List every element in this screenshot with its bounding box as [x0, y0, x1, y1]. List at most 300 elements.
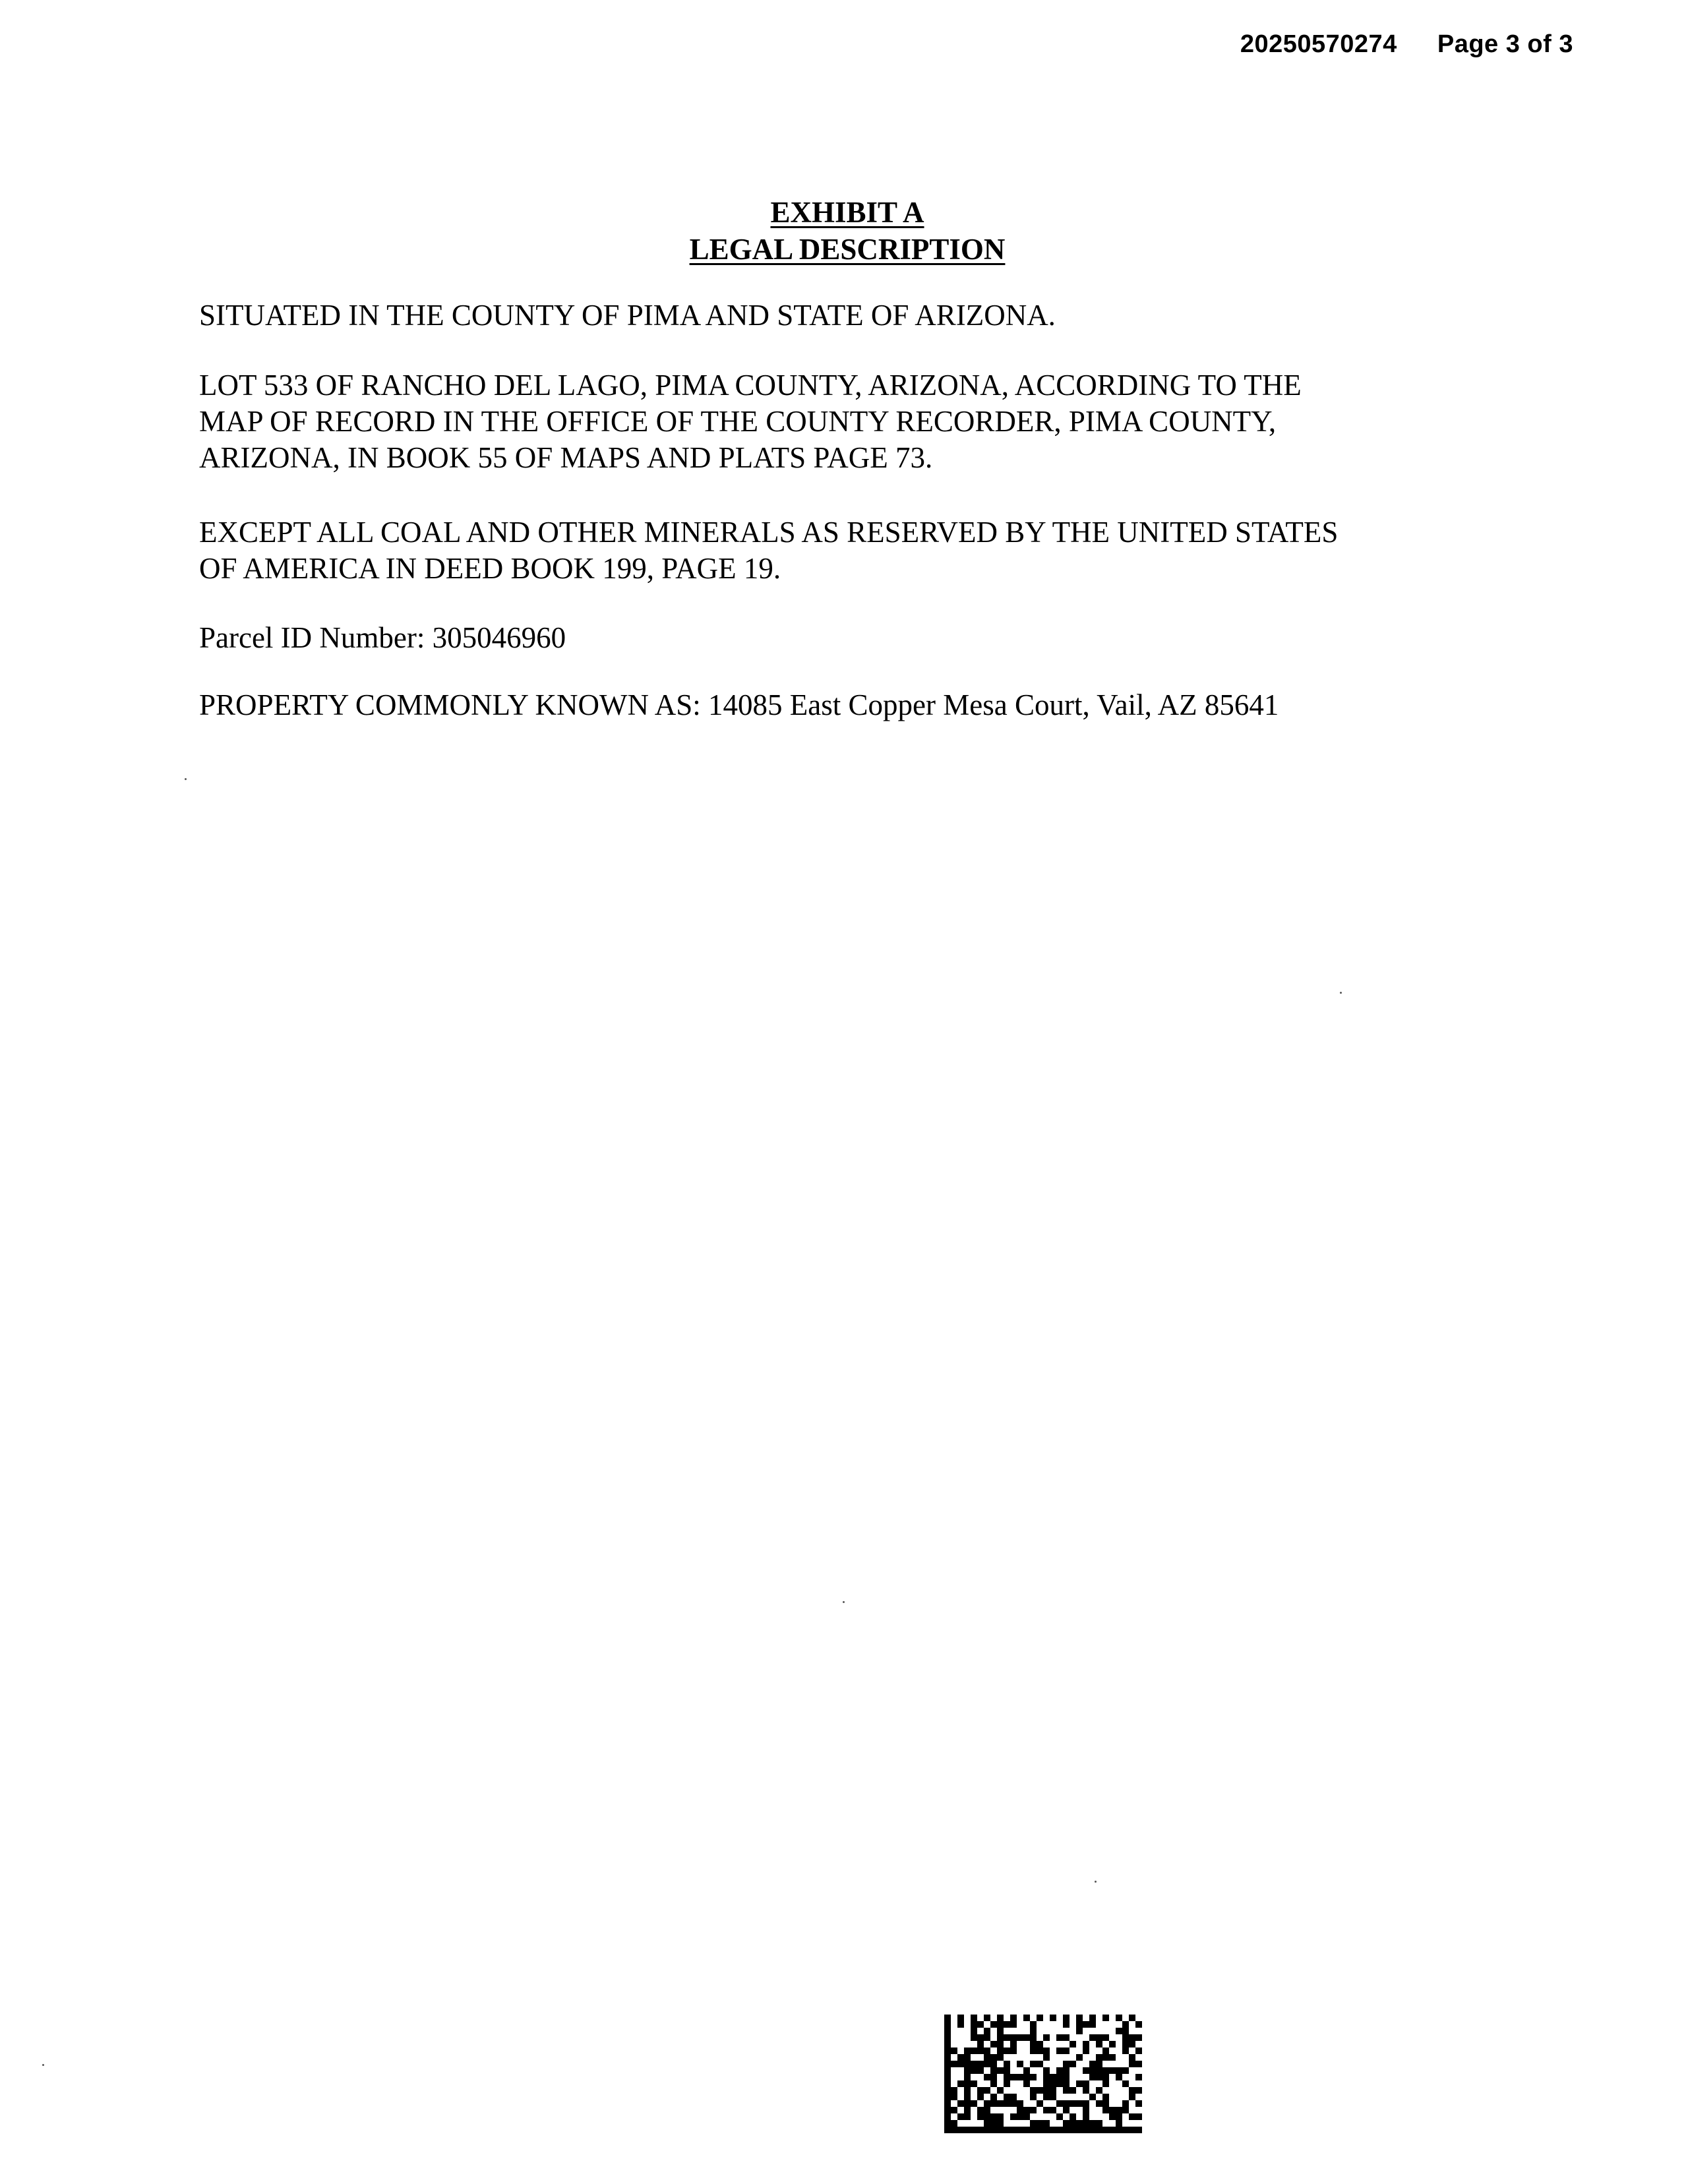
barcode-module [1109, 2015, 1116, 2021]
barcode-module [1017, 2015, 1023, 2021]
barcode-module [964, 2094, 971, 2100]
barcode-module [1102, 2127, 1109, 2133]
barcode-module [971, 2113, 977, 2120]
barcode-module [1109, 2094, 1116, 2100]
barcode-module [1043, 2107, 1050, 2113]
recording-number: 20250570274 [1240, 30, 1397, 58]
legal-description-heading: LEGAL DESCRIPTION [689, 233, 1006, 266]
barcode-module [990, 2028, 997, 2034]
barcode-module [1010, 2080, 1017, 2087]
barcode-module [971, 2100, 977, 2107]
barcode-module [1116, 2080, 1122, 2087]
barcode-module [957, 2028, 964, 2034]
barcode-module [1023, 2021, 1030, 2028]
barcode-module [1096, 2080, 1102, 2087]
barcode-module [1102, 2080, 1109, 2087]
barcode-module [990, 2061, 997, 2067]
barcode-module [1083, 2061, 1089, 2067]
barcode-module [1056, 2127, 1063, 2133]
barcode-module [951, 2080, 957, 2087]
barcode-module [1043, 2028, 1050, 2034]
barcode-module [997, 2015, 1004, 2021]
barcode-module [964, 2015, 971, 2021]
barcode-module [1004, 2054, 1010, 2061]
barcode-module [1102, 2087, 1109, 2094]
barcode-module [1063, 2120, 1070, 2127]
barcode-module [1043, 2015, 1050, 2021]
barcode-module [951, 2074, 957, 2080]
barcode-module [1010, 2034, 1017, 2041]
barcode-module [1116, 2061, 1122, 2067]
barcode-module [1116, 2120, 1122, 2127]
barcode-module [977, 2080, 984, 2087]
barcode-module [1010, 2094, 1017, 2100]
barcode-module [1096, 2048, 1102, 2054]
barcode-module [1010, 2127, 1017, 2133]
barcode-module [1017, 2107, 1023, 2113]
barcode-module [977, 2067, 984, 2074]
barcode-module [1116, 2041, 1122, 2048]
barcode-module [1096, 2074, 1102, 2080]
barcode-module [1116, 2067, 1122, 2074]
barcode-module [1083, 2094, 1089, 2100]
barcode-module [1102, 2054, 1109, 2061]
barcode-module [984, 2100, 990, 2107]
barcode-module [984, 2048, 990, 2054]
barcode-module [1010, 2028, 1017, 2034]
barcode-module [1050, 2015, 1056, 2021]
barcode-module [1096, 2087, 1102, 2094]
barcode-module [971, 2087, 977, 2094]
data-matrix-barcode [944, 2015, 1142, 2133]
barcode-module [990, 2087, 997, 2094]
barcode-module [1135, 2054, 1142, 2061]
barcode-module [1109, 2034, 1116, 2041]
barcode-module [1089, 2113, 1096, 2120]
barcode-module [964, 2041, 971, 2048]
barcode-module [1070, 2087, 1076, 2094]
barcode-module [1023, 2054, 1030, 2061]
barcode-module [1063, 2061, 1070, 2067]
barcode-module [1116, 2074, 1122, 2080]
barcode-module [1116, 2028, 1122, 2034]
barcode-module [1096, 2067, 1102, 2074]
barcode-module [1122, 2034, 1129, 2041]
barcode-module [1030, 2107, 1037, 2113]
barcode-module [971, 2107, 977, 2113]
barcode-module [1004, 2100, 1010, 2107]
barcode-module [1135, 2107, 1142, 2113]
barcode-module [1017, 2067, 1023, 2074]
barcode-module [1023, 2048, 1030, 2054]
barcode-module [1135, 2087, 1142, 2094]
barcode-module [1070, 2080, 1076, 2087]
barcode-module [951, 2034, 957, 2041]
barcode-module [1023, 2074, 1030, 2080]
barcode-module [1063, 2087, 1070, 2094]
barcode-module [1135, 2028, 1142, 2034]
barcode-module [944, 2054, 951, 2061]
barcode-module [1083, 2028, 1089, 2034]
barcode-module [997, 2054, 1004, 2061]
barcode-module [1129, 2021, 1135, 2028]
barcode-module [1129, 2041, 1135, 2048]
barcode-module [1089, 2067, 1096, 2074]
barcode-module [984, 2107, 990, 2113]
barcode-module [1076, 2015, 1083, 2021]
barcode-module [957, 2041, 964, 2048]
barcode-module [1037, 2074, 1043, 2080]
barcode-module [1076, 2074, 1083, 2080]
barcode-module [1083, 2015, 1089, 2021]
barcode-module [1063, 2067, 1070, 2074]
barcode-module [1089, 2028, 1096, 2034]
barcode-module [1030, 2048, 1037, 2054]
barcode-module [997, 2120, 1004, 2127]
barcode-module [1089, 2041, 1096, 2048]
barcode-module [1083, 2100, 1089, 2107]
barcode-module [977, 2028, 984, 2034]
barcode-module [1023, 2034, 1030, 2041]
barcode-module [1122, 2048, 1129, 2054]
barcode-module [1122, 2087, 1129, 2094]
barcode-module [990, 2021, 997, 2028]
barcode-module [984, 2034, 990, 2041]
barcode-module [1010, 2107, 1017, 2113]
barcode-module [1056, 2021, 1063, 2028]
barcode-module [1135, 2067, 1142, 2074]
barcode-module [1135, 2034, 1142, 2041]
barcode-module [951, 2094, 957, 2100]
barcode-module [1056, 2113, 1063, 2120]
barcode-module [957, 2100, 964, 2107]
barcode-module [944, 2087, 951, 2094]
barcode-module [1102, 2094, 1109, 2100]
barcode-module [1089, 2120, 1096, 2127]
barcode-module [1017, 2074, 1023, 2080]
barcode-module [1037, 2028, 1043, 2034]
barcode-module [1129, 2094, 1135, 2100]
barcode-module [997, 2041, 1004, 2048]
barcode-module [964, 2034, 971, 2041]
barcode-module [1030, 2061, 1037, 2067]
barcode-module [971, 2074, 977, 2080]
barcode-module [1129, 2080, 1135, 2087]
barcode-module [944, 2015, 951, 2021]
barcode-module [1089, 2107, 1096, 2113]
barcode-module [1096, 2107, 1102, 2113]
barcode-module [964, 2074, 971, 2080]
barcode-module [977, 2061, 984, 2067]
barcode-module [1063, 2034, 1070, 2041]
barcode-module [997, 2127, 1004, 2133]
barcode-module [1010, 2120, 1017, 2127]
barcode-module [1122, 2028, 1129, 2034]
barcode-module [1030, 2067, 1037, 2074]
barcode-module [1017, 2048, 1023, 2054]
barcode-module [1102, 2100, 1109, 2107]
barcode-module [1037, 2034, 1043, 2041]
barcode-module [1122, 2100, 1129, 2107]
barcode-module [984, 2113, 990, 2120]
barcode-module [1096, 2100, 1102, 2107]
barcode-module [1017, 2021, 1023, 2028]
barcode-module [1129, 2087, 1135, 2094]
barcode-module [1010, 2054, 1017, 2061]
barcode-module [1063, 2113, 1070, 2120]
barcode-module [1050, 2048, 1056, 2054]
barcode-module [957, 2080, 964, 2087]
barcode-module [997, 2061, 1004, 2067]
barcode-module [990, 2054, 997, 2061]
barcode-module [1129, 2028, 1135, 2034]
barcode-module [1102, 2028, 1109, 2034]
barcode-module [1109, 2080, 1116, 2087]
barcode-module [1116, 2094, 1122, 2100]
barcode-module [1004, 2048, 1010, 2054]
barcode-module [997, 2113, 1004, 2120]
barcode-module [1070, 2120, 1076, 2127]
barcode-module [1050, 2034, 1056, 2041]
barcode-module [1070, 2054, 1076, 2061]
barcode-module [1089, 2127, 1096, 2133]
barcode-module [984, 2021, 990, 2028]
barcode-module [1096, 2021, 1102, 2028]
barcode-module [984, 2120, 990, 2127]
barcode-module [1056, 2120, 1063, 2127]
barcode-module [1010, 2015, 1017, 2021]
barcode-module [944, 2028, 951, 2034]
barcode-module [971, 2028, 977, 2034]
barcode-module [1050, 2113, 1056, 2120]
barcode-module [977, 2100, 984, 2107]
barcode-module [1063, 2015, 1070, 2021]
barcode-module [1122, 2061, 1129, 2067]
barcode-module [1129, 2015, 1135, 2021]
barcode-module [944, 2061, 951, 2067]
barcode-module [1076, 2107, 1083, 2113]
barcode-module [944, 2113, 951, 2120]
barcode-module [957, 2061, 964, 2067]
barcode-module [1017, 2061, 1023, 2067]
barcode-module [944, 2074, 951, 2080]
barcode-module [977, 2015, 984, 2021]
barcode-module [1122, 2074, 1129, 2080]
barcode-module [1023, 2080, 1030, 2087]
barcode-module [1109, 2067, 1116, 2074]
barcode-module [1109, 2100, 1116, 2107]
barcode-module [1096, 2015, 1102, 2021]
barcode-module [1129, 2120, 1135, 2127]
barcode-module [1129, 2061, 1135, 2067]
barcode-module [1004, 2113, 1010, 2120]
barcode-module [1109, 2041, 1116, 2048]
barcode-module [1116, 2127, 1122, 2133]
barcode-module [971, 2061, 977, 2067]
barcode-module [1135, 2021, 1142, 2028]
barcode-module [1135, 2120, 1142, 2127]
barcode-module [1083, 2127, 1089, 2133]
barcode-module [977, 2107, 984, 2113]
barcode-module [1043, 2113, 1050, 2120]
barcode-module [1135, 2048, 1142, 2054]
barcode-module [1056, 2028, 1063, 2034]
barcode-module [1004, 2087, 1010, 2094]
barcode-module [1070, 2028, 1076, 2034]
barcode-module [1076, 2067, 1083, 2074]
barcode-module [1116, 2087, 1122, 2094]
barcode-module [1116, 2034, 1122, 2041]
barcode-module [1102, 2021, 1109, 2028]
barcode-module [1004, 2028, 1010, 2034]
barcode-module [1030, 2080, 1037, 2087]
barcode-module [997, 2067, 1004, 2074]
barcode-module [1070, 2034, 1076, 2041]
barcode-module [1083, 2107, 1089, 2113]
barcode-module [1089, 2087, 1096, 2094]
barcode-module [1063, 2028, 1070, 2034]
barcode-module [1017, 2054, 1023, 2061]
barcode-module [951, 2041, 957, 2048]
barcode-module [990, 2015, 997, 2021]
barcode-module [990, 2080, 997, 2087]
barcode-module [1030, 2034, 1037, 2041]
barcode-module [984, 2094, 990, 2100]
barcode-module [1109, 2021, 1116, 2028]
barcode-module [977, 2021, 984, 2028]
barcode-module [957, 2021, 964, 2028]
barcode-module [1010, 2061, 1017, 2067]
barcode-module [957, 2048, 964, 2054]
barcode-module [964, 2080, 971, 2087]
barcode-module [971, 2041, 977, 2048]
barcode-module [984, 2087, 990, 2094]
barcode-module [1050, 2127, 1056, 2133]
barcode-module [1010, 2074, 1017, 2080]
barcode-module [1043, 2054, 1050, 2061]
barcode-module [984, 2080, 990, 2087]
barcode-module [984, 2127, 990, 2133]
barcode-module [964, 2120, 971, 2127]
barcode-module [1102, 2034, 1109, 2041]
barcode-module [1109, 2074, 1116, 2080]
barcode-module [971, 2120, 977, 2127]
barcode-module [1004, 2120, 1010, 2127]
barcode-module [1037, 2021, 1043, 2028]
barcode-module [997, 2074, 1004, 2080]
barcode-module [1017, 2034, 1023, 2041]
barcode-module [1023, 2041, 1030, 2048]
barcode-module [997, 2087, 1004, 2094]
barcode-module [1070, 2041, 1076, 2048]
barcode-module [1109, 2120, 1116, 2127]
barcode-module [951, 2107, 957, 2113]
barcode-module [1056, 2034, 1063, 2041]
barcode-module [1023, 2113, 1030, 2120]
barcode-module [990, 2100, 997, 2107]
barcode-module [1010, 2087, 1017, 2094]
barcode-module [1043, 2048, 1050, 2054]
barcode-module [944, 2048, 951, 2054]
barcode-module [1050, 2067, 1056, 2074]
barcode-module [1004, 2061, 1010, 2067]
barcode-module [1083, 2120, 1089, 2127]
barcode-module [1102, 2107, 1109, 2113]
parcel-id-line: Parcel ID Number: 305046960 [199, 621, 566, 654]
barcode-module [984, 2074, 990, 2080]
barcode-module [984, 2067, 990, 2074]
barcode-module [1129, 2074, 1135, 2080]
barcode-module [1037, 2127, 1043, 2133]
barcode-module [971, 2021, 977, 2028]
barcode-module [1050, 2087, 1056, 2094]
barcode-module [1083, 2074, 1089, 2080]
barcode-module [964, 2127, 971, 2133]
barcode-module [990, 2034, 997, 2041]
barcode-module [1010, 2100, 1017, 2107]
barcode-module [997, 2048, 1004, 2054]
barcode-module [1116, 2113, 1122, 2120]
barcode-module [1050, 2021, 1056, 2028]
barcode-module [1043, 2074, 1050, 2080]
barcode-module [1037, 2113, 1043, 2120]
barcode-module [951, 2113, 957, 2120]
barcode-module [1017, 2113, 1023, 2120]
barcode-module [1056, 2041, 1063, 2048]
situated-paragraph: SITUATED IN THE COUNTY OF PIMA AND STATE OF ARIZONA. [199, 299, 1056, 332]
barcode-module [971, 2054, 977, 2061]
barcode-module [964, 2048, 971, 2054]
barcode-module [1023, 2015, 1030, 2021]
barcode-module [1037, 2120, 1043, 2127]
barcode-module [1116, 2021, 1122, 2028]
barcode-module [1030, 2074, 1037, 2080]
barcode-module [1070, 2048, 1076, 2054]
barcode-module [1102, 2048, 1109, 2054]
barcode-module [977, 2087, 984, 2094]
barcode-module [1076, 2120, 1083, 2127]
barcode-module [957, 2107, 964, 2113]
barcode-module [957, 2015, 964, 2021]
barcode-module [1050, 2094, 1056, 2100]
barcode-module [1030, 2021, 1037, 2028]
barcode-module [977, 2054, 984, 2061]
barcode-module [971, 2080, 977, 2087]
barcode-module [1010, 2113, 1017, 2120]
barcode-module [1102, 2015, 1109, 2021]
barcode-module [997, 2107, 1004, 2113]
barcode-module [1122, 2015, 1129, 2021]
barcode-module [1109, 2061, 1116, 2067]
barcode-module [1004, 2107, 1010, 2113]
barcode-module [1122, 2127, 1129, 2133]
barcode-module [1050, 2107, 1056, 2113]
barcode-module [1070, 2113, 1076, 2120]
barcode-module [1056, 2067, 1063, 2074]
barcode-module [997, 2034, 1004, 2041]
barcode-module [964, 2087, 971, 2094]
barcode-module [1076, 2094, 1083, 2100]
barcode-module [1135, 2113, 1142, 2120]
barcode-module [1129, 2067, 1135, 2074]
lot-paragraph: LOT 533 OF RANCHO DEL LAGO, PIMA COUNTY, ARIZONA, ACCORDING TO THE MAP OF RECORD IN THE OFFICE OF THE COUNTY RECORDER, PIMA COUNTY, ARIZONA, IN BOOK 55 OF MAPS AND PLATS PAGE 73. [199, 369, 1302, 474]
barcode-module [1037, 2067, 1043, 2074]
barcode-module [1109, 2087, 1116, 2094]
barcode-module [1096, 2120, 1102, 2127]
barcode-module [1010, 2067, 1017, 2074]
barcode-module [1063, 2127, 1070, 2133]
barcode-module [1037, 2107, 1043, 2113]
